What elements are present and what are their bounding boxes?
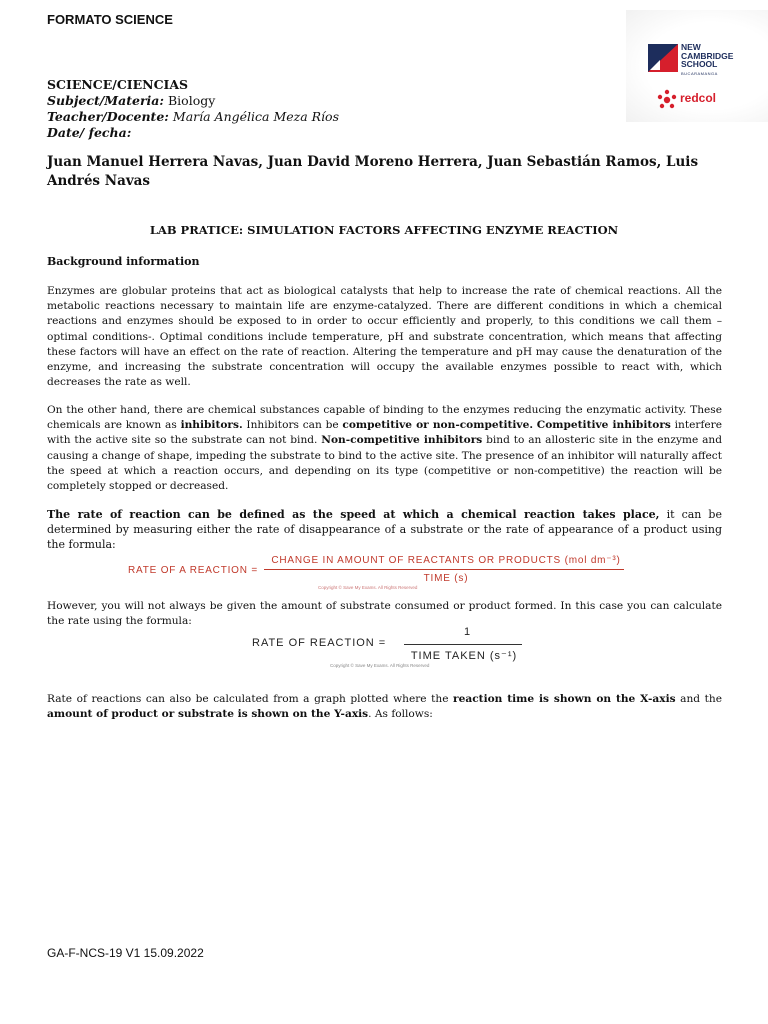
teacher-label: Teacher/Docente: bbox=[47, 109, 169, 124]
teacher-value: María Angélica Meza Ríos bbox=[172, 109, 339, 124]
rate-formula bbox=[128, 554, 628, 594]
teacher-line bbox=[47, 109, 339, 125]
redcol-icon bbox=[656, 89, 678, 111]
fraction-bar bbox=[264, 569, 624, 570]
rate-formula-numerator: CHANGE IN AMOUNT OF REACTANTS OR PRODUCTS (mol dm⁻³) bbox=[271, 555, 621, 566]
authors: Juan Manuel Herrera Navas, Juan David Moreno Herrera, Juan Sebastián Ramos, Luis Andrés Navas bbox=[47, 154, 699, 189]
document-format-label: FORMATO SCIENCE bbox=[47, 12, 173, 27]
rate-time-formula-numerator: 1 bbox=[463, 626, 471, 638]
paragraph-enzymes: Enzymes are globular proteins that act as biological catalysts that help to increase the rate of chemical reactions. All the metabolic reactions necessary to maintain life are enzyme-catalyzed. There are different conditions in which a chemical reactions and enzymes should be exposed to in order to occur efficiently and properly, to this conditions we call them – optimal conditions-. Optimal conditions include temperature, pH and substrate concentration, which means that affecting these factors will have an effect on the rate of reaction. Altering the temperature and pH may cause the denaturation of the enzyme, and increasing the substrate concentration will occupy the available enzymes possible to react with, which decreases the rate as well. bbox=[47, 285, 722, 389]
document-title: LAB PRATICE: SIMULATION FACTORS AFFECTING ENZYME REACTION bbox=[149, 223, 619, 237]
redcol-logo-text: redcol bbox=[680, 91, 717, 105]
subject-value: Biology bbox=[167, 93, 216, 108]
subject-label: Subject/Materia: bbox=[47, 93, 164, 108]
paragraph-graph: Rate of reactions can also be calculated from a graph plotted where the reaction time is shown on the X-axis and the amount of product or substrate is shown on the Y-axis. As follows: bbox=[47, 693, 722, 721]
date-line bbox=[47, 125, 131, 141]
ncs-logo-icon bbox=[648, 44, 678, 72]
formula-copyright: Copyright © Save My Exams. All Rights Reserved bbox=[330, 663, 430, 668]
fraction-bar bbox=[404, 644, 522, 645]
science-label: SCIENCE/CIENCIAS bbox=[47, 77, 189, 92]
paragraph-inhibitors: On the other hand, there are chemical substances capable of binding to the enzymes reducing the enzymatic activity. These chemicals are known as inhibitors. Inhibitors can be competitive or non-competitive. Competitive inhibitors interfere with the active site so the substrate can not bind. Non-competitive inhibitors bind to an allosteric site in the enzyme and causing a change of shape, impeding the substrate to bind to the active site. The presence of an inhibitor will naturally affect the speed at which a reaction occurs, and depending on its type (competitive or non-competitive) the reaction will be completely stopped or decreased. bbox=[47, 404, 723, 493]
background-heading: Background information bbox=[47, 255, 200, 268]
school-logo bbox=[626, 10, 768, 122]
rate-formula-denominator: TIME (s) bbox=[423, 573, 469, 584]
subject-line bbox=[47, 93, 215, 109]
date-label: Date/ fecha: bbox=[47, 125, 132, 140]
formula-copyright: Copyright © Save My Exams. All Rights Reserved bbox=[318, 585, 418, 590]
paragraph-rate-definition: The rate of reaction can be defined as the speed at which a chemical reaction takes place, it can be determined by measuring either the rate of disappearance of a substrate or the rate of appearance of a product using the formula: bbox=[47, 508, 722, 552]
paragraph-alternative: However, you will not always be given the amount of substrate consumed or product formed. In this case you can calculate the rate using the formula: bbox=[47, 600, 722, 628]
rate-time-formula-label: RATE OF REACTION = bbox=[252, 637, 387, 649]
rate-time-formula-denominator: TIME TAKEN (s⁻¹) bbox=[410, 650, 518, 662]
ncs-logo-text: NEW CAMBRIDGE SCHOOL bbox=[681, 42, 734, 69]
rate-time-formula bbox=[252, 624, 532, 670]
ncs-logo-subtext: BUCARAMANGA bbox=[681, 71, 718, 76]
rate-formula-label: RATE OF A REACTION = bbox=[128, 565, 259, 576]
document-footer-code: GA-F-NCS-19 V1 15.09.2022 bbox=[47, 946, 204, 960]
